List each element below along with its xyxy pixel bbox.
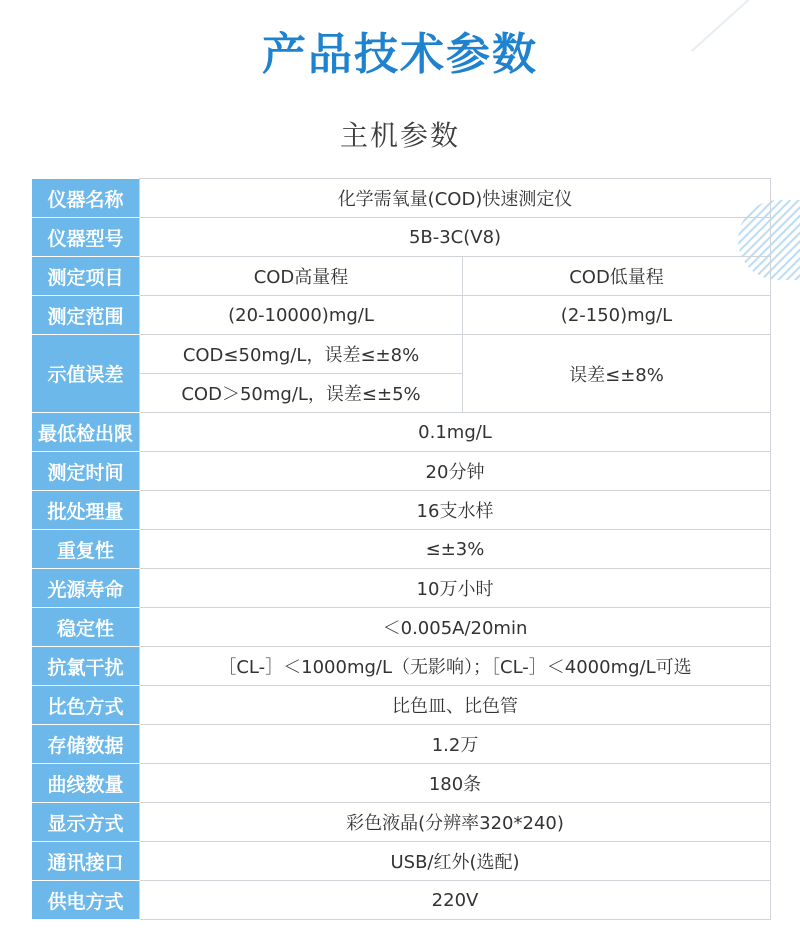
row-value-name: 化学需氧量(COD)快速测定仪 <box>140 179 771 218</box>
table-row <box>32 569 771 608</box>
table-row <box>32 491 771 530</box>
row-label-colorimetric: 比色方式 <box>32 686 140 725</box>
table-row <box>32 881 771 920</box>
table-row <box>32 296 771 335</box>
row-value-model: 5B-3C(V8) <box>140 218 771 257</box>
row-value-power: 220V <box>140 881 771 920</box>
row-label-name: 仪器名称 <box>32 179 140 218</box>
table-row <box>32 764 771 803</box>
table-row <box>32 452 771 491</box>
row-value-repeatability: ≤±3% <box>140 530 771 569</box>
row-value-error-high-2: COD＞50mg/L，误差≤±5% <box>140 374 463 413</box>
table-row <box>32 179 771 218</box>
row-label-interface: 通讯接口 <box>32 842 140 881</box>
row-label-model: 仪器型号 <box>32 218 140 257</box>
row-value-interface: USB/红外(选配) <box>140 842 771 881</box>
row-value-curves: 180条 <box>140 764 771 803</box>
row-label-batch: 批处理量 <box>32 491 140 530</box>
row-value-stability: ＜0.005A/20min <box>140 608 771 647</box>
row-value-item-high: COD高量程 <box>140 257 463 296</box>
table-row <box>32 803 771 842</box>
row-value-error-high-1: COD≤50mg/L，误差≤±8% <box>140 335 463 374</box>
row-value-chloride: ［CL-］＜1000mg/L（无影响）；［CL-］＜4000mg/L可选 <box>140 647 771 686</box>
spec-table <box>31 178 771 920</box>
row-label-curves: 曲线数量 <box>32 764 140 803</box>
row-label-measure-time: 测定时间 <box>32 452 140 491</box>
row-value-batch: 16支水样 <box>140 491 771 530</box>
table-row <box>32 218 771 257</box>
row-value-display: 彩色液晶(分辨率320*240) <box>140 803 771 842</box>
row-label-range: 测定范围 <box>32 296 140 335</box>
row-value-item-low: COD低量程 <box>463 257 771 296</box>
row-value-measure-time: 20分钟 <box>140 452 771 491</box>
table-row <box>32 335 771 374</box>
page-title: 产品技术参数 <box>262 29 538 80</box>
row-value-range-low: (2-150)mg/L <box>463 296 771 335</box>
row-value-storage: 1.2万 <box>140 725 771 764</box>
row-label-power: 供电方式 <box>32 881 140 920</box>
row-value-lamp-life: 10万小时 <box>140 569 771 608</box>
section-title: 主机参数 <box>339 119 460 152</box>
table-row <box>32 647 771 686</box>
table-row <box>32 608 771 647</box>
row-value-error-low: 误差≤±8% <box>463 335 771 413</box>
row-label-stability: 稳定性 <box>32 608 140 647</box>
row-label-lamp-life: 光源寿命 <box>32 569 140 608</box>
table-row <box>32 530 771 569</box>
row-value-colorimetric: 比色皿、比色管 <box>140 686 771 725</box>
table-row <box>32 413 771 452</box>
row-label-chloride: 抗氯干扰 <box>32 647 140 686</box>
row-label-storage: 存储数据 <box>32 725 140 764</box>
row-value-detection-limit: 0.1mg/L <box>140 413 771 452</box>
row-label-repeatability: 重复性 <box>32 530 140 569</box>
table-row <box>32 725 771 764</box>
row-label-item: 测定项目 <box>32 257 140 296</box>
table-row <box>32 257 771 296</box>
row-label-error: 示值误差 <box>32 335 140 413</box>
row-value-range-high: (20-10000)mg/L <box>140 296 463 335</box>
table-row <box>32 842 771 881</box>
row-label-display: 显示方式 <box>32 803 140 842</box>
row-label-detection-limit: 最低检出限 <box>32 413 140 452</box>
table-row <box>32 686 771 725</box>
